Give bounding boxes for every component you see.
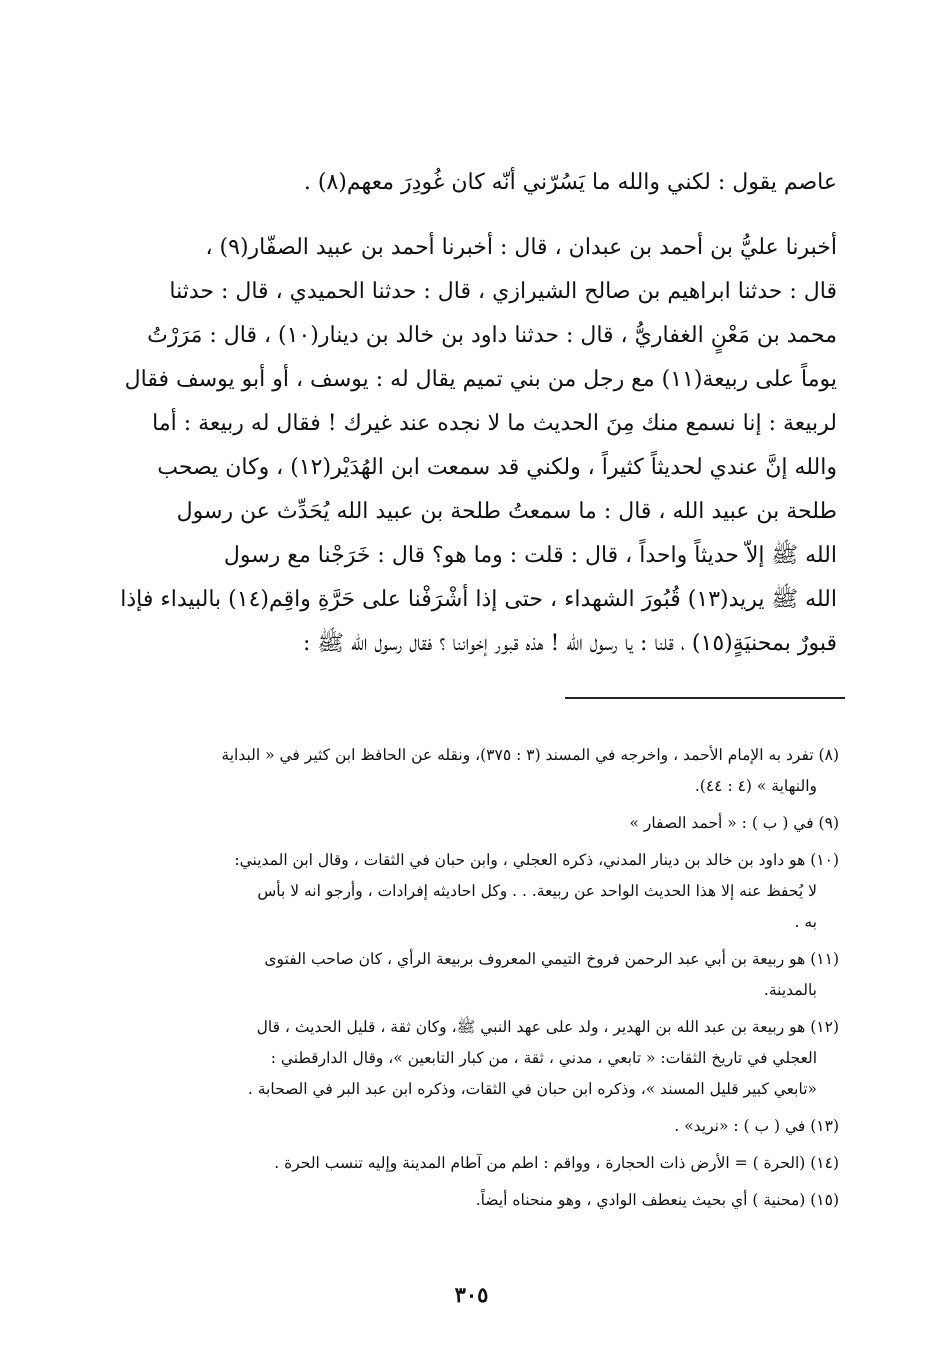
body-line: أخبرنا عليُّ بن أحمد بن عبدان ، قال : أخبرنا أحمد بن عبيد الصفّار(٩) ، [205, 235, 837, 260]
page-number: ٣٠٥ [454, 1282, 489, 1307]
footnote-line: بالمدينة. [763, 981, 817, 999]
footnote-line: (٩) في ( ب ) : « أحمد الصفار » [629, 814, 839, 832]
footnote-10 [104, 845, 839, 938]
footnote-13 [104, 1111, 839, 1142]
footnote-line: به . [794, 913, 817, 931]
footnote-9 [104, 808, 839, 839]
body-line: الله ﷺ إلاّ حديثاً واحداً ، قال : قلت : وما هو؟ قال : خَرَجْنا مع رسول [223, 543, 837, 568]
footnote-15 [104, 1185, 839, 1216]
footnote-8 [104, 740, 839, 802]
opening-paragraph [107, 160, 837, 206]
body-line: قال : حدثنا ابراهيم بن صالح الشيرازي ، قال : حدثنا الحميدي ، قال : حدثنا [169, 279, 837, 304]
footnote-line: لا يُحفظ عنه إلا هذا الحديث الواحد عن ربيعة. . . وكل احاديثه إفرادات ، وأرجو انه لا بأس [257, 882, 817, 900]
footnote-12 [104, 1012, 839, 1105]
body-line: محمد بن مَعْنٍ الغفاريُّ ، قال : حدثنا داود بن خالد بن دينار(١٠) ، قال : مَرَرْتُ [147, 323, 837, 348]
footnote-11 [104, 944, 839, 1006]
footnote-line: (١٢) هو ربيعة بن عبد الله بن الهدير ، ولد على عهد النبي ﷺ، وكان ثقة ، قليل الحديث ، قال [256, 1018, 839, 1036]
footnote-line: العجلي في تاريخ الثقات: « تابعي ، مدني ، ثقة ، من كبار التابعين »، وقال الدارقطني : [270, 1049, 817, 1067]
footnote-line: «تابعي كبير قليل المسند »، وذكره ابن حبان في الثقات، وذكره ابن عبد البر في الصحابة . [247, 1080, 817, 1098]
body-line: عاصم يقول : لكني والله ما يَسُرّني أنّه كان غُودِرَ معهم(٨) . [303, 170, 837, 195]
footnote-line: (١١) هو ربيعة بن أبي عبد الرحمن فروخ التيمي المعروف بربيعة الرأي ، كان صاحب الفتوى [264, 950, 839, 968]
body-line: الله ﷺ يريد(١٣) قُبُورَ الشهداء ، حتى إذا أشْرَفْنا على حَرَّةِ واقِم(١٤) بالبيداء فإذا [120, 587, 837, 612]
body-line: لربيعة : إنا نسمع منك مِنَ الحديث ما لا نجده عند غيرك ! فقال له ربيعة : أما [152, 411, 837, 436]
footnote-divider [565, 697, 845, 699]
body-line: طلحة بن عبيد الله ، قال : ما سمعتُ طلحة بن عبيد الله يُحَدِّث عن رسول [176, 499, 837, 524]
body-line: يوماً على ربيعة(١١) مع رجل من بني تميم يقال له : يوسف ، أو أبو يوسف فقال [124, 367, 837, 392]
hadith-paragraph [107, 226, 837, 666]
footnotes [104, 740, 839, 1222]
footnote-line: (١٤) (الحرة ) = الأرض ذات الحجارة ، وواقم : اطم من آطام المدينة وإليه تنسب الحرة . [274, 1154, 839, 1172]
footnote-14 [104, 1148, 839, 1179]
footnote-line: (١٥) (محنية ) أي بحيث ينعطف الوادي ، وهو منحناه أيضاً. [475, 1191, 839, 1209]
footnote-line: والنهاية » (٤ : ٤٤). [694, 777, 817, 795]
footnote-line: (٨) تفرد به الإمام الأحمد ، واخرجه في المسند (٣ : ٣٧٥)، ونقله عن الحافظ ابن كثير في « البداية [221, 746, 839, 764]
footnote-line: (١٠) هو داود بن خالد بن دينار المدني، ذكره العجلي ، وابن حبان في الثقات ، وقال ابن المديني: [234, 851, 839, 869]
body-line: قبورٌ بمحنيَةٍ(١٥) ، قلنا : يا رسول الله ! هذه قبور إخواننا ؟ فقال رسول الله ﷺ : [303, 631, 837, 656]
body-line: والله إنَّ عندي لحديثاً كثيراً ، ولكني قد سمعت ابن الهُدَيْر(١٢) ، وكان يصحب [157, 455, 837, 480]
footnote-line: (١٣) في ( ب ) : «نريد» . [674, 1117, 839, 1135]
